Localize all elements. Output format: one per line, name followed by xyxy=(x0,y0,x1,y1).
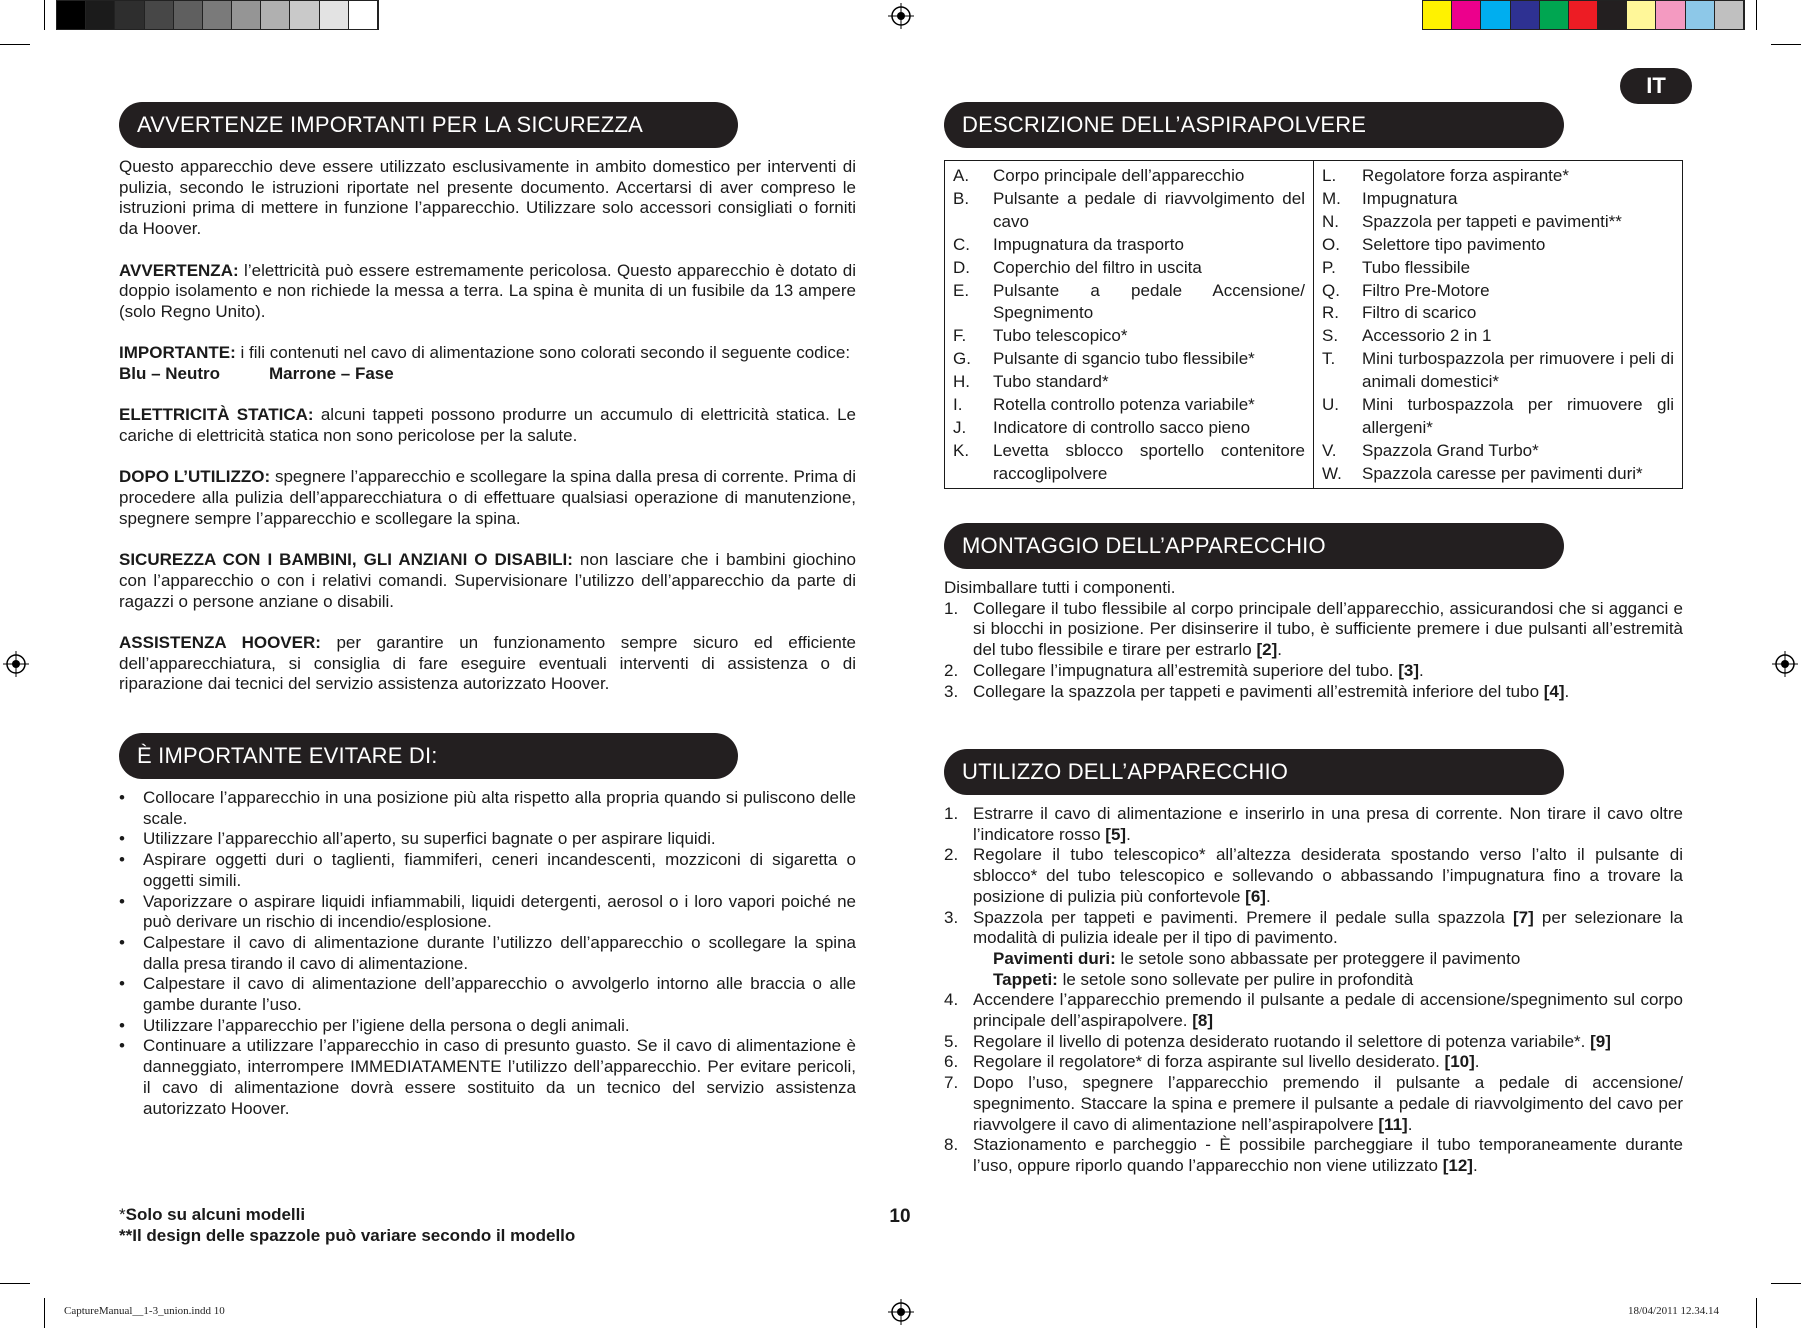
footnote-brush-design: **Il design delle spazzole può variare secondo il modello xyxy=(119,1225,576,1245)
step-end: . xyxy=(1277,640,1282,660)
step-text: Regolare il tubo telescopico* all’altezza desiderata spostando verso l’alto il pulsante di sblocco* del tubo telescopico e sollevando o abbassando l’impugnatura fino a trovare la posizione di pulizia più confortevole xyxy=(973,845,1683,906)
part-letter: F. xyxy=(953,326,967,346)
after-use-paragraph xyxy=(119,467,856,529)
step-text: Collegare l’impugnatura all’estremità superiore del tubo. xyxy=(973,660,1399,680)
footnotes xyxy=(119,1205,739,1246)
part-letter: M. xyxy=(1322,188,1341,208)
section-header-usage xyxy=(944,749,1564,795)
part-name: Pulsante a pedale di riavvolgimento del cavo xyxy=(993,188,1305,231)
step-text: Stazionamento e parcheggio - È possibile parcheggiare il tubo temporaneamente durante l’uso, oppure riporlo quando l’apparecchio non viene utilizzato xyxy=(973,1135,1683,1175)
crop-mark xyxy=(1756,0,1757,30)
figure-ref: [4] xyxy=(1543,681,1565,701)
language-badge: IT xyxy=(1620,68,1692,104)
part-name: Spazzola Grand Turbo* xyxy=(1362,440,1539,460)
step-end: . xyxy=(1419,660,1424,680)
step-text: Collegare la spazzola per tappeti e pavimenti all’estremità inferiore del tubo xyxy=(973,681,1544,701)
color-calibration-bar xyxy=(1422,0,1745,30)
crop-mark xyxy=(1756,1298,1757,1328)
step-end: . xyxy=(1265,886,1271,906)
color-swatch xyxy=(232,1,261,29)
figure-ref: [6] xyxy=(1245,886,1266,906)
step-item xyxy=(944,661,1683,682)
warning-text: l’elettricità può essere estremamente pericolosa. Questo apparecchio è dotato di doppio isolamento e non richiede la messa a terra. La spina è munita di un fusibile da 13 ampere (solo Regno Unito). xyxy=(119,260,856,321)
static-paragraph xyxy=(119,405,856,446)
list-item: • Collocare l’apparecchio in una posizione più alta rispetto alla propria quando si puliscono delle scale. xyxy=(119,788,856,829)
after-use-text: spegnere l’apparecchio e scollegare la spina dalla presa di corrente. Prima di procedere alla pulizia dell’apparecchiatura o di effettuare qualsiasi operazione di manutenzione, spegnere sempre l’apparecchio e scollegare la spina. xyxy=(119,467,856,528)
part-name: Accessorio 2 in 1 xyxy=(1362,326,1492,346)
registration-mark-icon xyxy=(1772,651,1798,677)
part-name: Pulsante a pedale Accensione/ Spegnimento xyxy=(993,280,1305,323)
part-item xyxy=(953,348,1305,371)
color-swatch xyxy=(320,1,349,29)
part-item xyxy=(953,394,1305,417)
step-item xyxy=(944,804,1683,845)
step-text: Collegare il tubo flessibile al corpo principale dell’apparecchio, assicurandosi che si agganci e si blocchi in posizione. Per disinserire il tubo, è sufficiente premere i due pulsanti all’estremità del tubo flessibile e tirare per estrarlo xyxy=(973,598,1683,660)
part-name: Filtro di scarico xyxy=(1362,303,1477,323)
section-title: UTILIZZO DELL’APPARECCHIO xyxy=(962,759,1289,784)
part-letter: P. xyxy=(1322,257,1336,277)
part-name: Mini turbospazzola per rimuovere gli allergeni* xyxy=(1362,395,1674,437)
part-item xyxy=(1322,302,1674,325)
parts-column-right xyxy=(1314,161,1683,489)
color-swatch xyxy=(1452,1,1481,29)
color-swatch xyxy=(174,1,203,29)
part-item xyxy=(1322,257,1674,280)
part-item xyxy=(1322,211,1674,234)
step-item xyxy=(944,908,1683,949)
part-name: Mini turbospazzola per rimuovere i peli di animali domestici* xyxy=(1362,349,1674,392)
part-name: Regolatore forza aspirante* xyxy=(1362,166,1569,185)
part-item xyxy=(953,165,1305,188)
figure-ref: [12] xyxy=(1442,1155,1473,1175)
children-paragraph xyxy=(119,550,856,612)
part-name: Spazzola per tappeti e pavimenti** xyxy=(1362,211,1622,231)
color-swatch xyxy=(1715,1,1744,29)
color-swatch xyxy=(290,1,319,29)
section-header-safety xyxy=(119,102,738,148)
step-number: 8. xyxy=(944,1135,959,1155)
safety-section xyxy=(119,157,856,695)
list-item: • Calpestare il cavo di alimentazione dell’apparecchio o avvolgerlo intorno alle braccia o alle gambe durante l’uso. xyxy=(119,974,856,1015)
warning-paragraph xyxy=(119,261,856,323)
section-title: MONTAGGIO DELL’APPARECCHIO xyxy=(962,533,1326,558)
color-swatch xyxy=(203,1,232,29)
part-letter: O. xyxy=(1322,234,1340,254)
wire-blue: Blu – Neutro xyxy=(119,364,221,383)
color-swatch xyxy=(1656,1,1685,29)
step-number: 4. xyxy=(944,990,959,1010)
part-name: Corpo principale dell’apparecchio xyxy=(993,166,1245,185)
part-letter: T. xyxy=(1322,349,1336,369)
assembly-section xyxy=(944,578,1683,702)
color-swatch xyxy=(86,1,115,29)
service-text: per garantire un funzionamento sempre sicuro ed efficiente dell’apparecchiatura, si consiglia di fare eseguire eventuali interventi di assistenza o di riparazione dai tecnici del servizio assistenza autorizzato Hoover. xyxy=(119,633,857,694)
step-number: 3. xyxy=(944,681,959,701)
part-item xyxy=(953,188,1305,234)
part-letter: C. xyxy=(953,234,970,254)
step-item xyxy=(944,1052,1683,1073)
color-swatch xyxy=(1511,1,1540,29)
part-name: Filtro Pre-Motore xyxy=(1362,280,1490,300)
part-item xyxy=(953,234,1305,257)
step-end: . xyxy=(1472,1155,1478,1175)
part-letter: V. xyxy=(1322,440,1337,460)
part-item xyxy=(1322,463,1674,486)
step-text: Accendere l’apparecchio premendo il pulsante a pedale di accensione/spegnimento sul corpo principale dell’aspirapolvere. xyxy=(973,990,1683,1031)
step-number: 2. xyxy=(944,660,959,680)
service-label: ASSISTENZA HOOVER: xyxy=(119,633,321,653)
carpet-note: Tappeti: le setole sono sollevate per pulire in profondità xyxy=(993,969,1414,989)
color-swatch xyxy=(115,1,144,29)
page-number: 10 xyxy=(889,1206,911,1227)
part-letter: H. xyxy=(953,372,970,392)
part-letter: K. xyxy=(953,440,970,460)
part-letter: Q. xyxy=(1322,280,1340,300)
color-swatch xyxy=(57,1,86,29)
part-item xyxy=(953,440,1305,486)
step-text: Dopo l’uso, spegnere l’apparecchio premendo il pulsante a pedale di accensione/ spegnimento. Staccare la spina e premere il pulsante a pedale di riavvolgimento del cavo per riavvolgere il cavo di alimentazione nell’aspirapolvere xyxy=(973,1073,1683,1134)
part-name: Tubo flessibile xyxy=(1362,257,1471,277)
color-swatch xyxy=(145,1,174,29)
step-item xyxy=(944,1032,1683,1053)
part-item xyxy=(1322,348,1674,394)
part-item xyxy=(1322,394,1674,440)
part-letter: U. xyxy=(1322,395,1339,415)
parts-table xyxy=(944,160,1683,489)
part-name: Indicatore di controllo sacco pieno xyxy=(993,417,1251,437)
part-item xyxy=(953,417,1305,440)
step-text: Regolare il livello di potenza desiderato ruotando il selettore di potenza variabile*. xyxy=(973,1031,1591,1051)
figure-ref: [11] xyxy=(1378,1114,1408,1134)
crop-mark xyxy=(44,1298,45,1328)
safety-intro: Questo apparecchio deve essere utilizzato esclusivamente in ambito domestico per interventi di pulizia, secondo le istruzioni riportate nel presente documento. Accertarsi di aver compreso le istruzioni prima di mettere in funzione l’apparecchio. Utilizzare solo accessori consigliati o forniti da Hoover. xyxy=(119,157,856,239)
part-name: Tubo telescopico* xyxy=(993,326,1128,346)
registration-mark-icon xyxy=(888,3,914,29)
step-text: Estrarre il cavo di alimentazione e inserirlo in una presa di corrente. Non tirare il cavo oltre l’indicatore rosso xyxy=(973,804,1683,844)
after-use-label: DOPO L’UTILIZZO: xyxy=(119,467,271,487)
step-number: 1. xyxy=(944,598,959,618)
section-header-avoid xyxy=(119,733,738,779)
registration-mark-icon xyxy=(3,651,29,677)
color-swatch xyxy=(1540,1,1569,29)
part-letter: S. xyxy=(1322,326,1339,346)
part-name: Selettore tipo pavimento xyxy=(1362,234,1546,254)
wire-codes xyxy=(119,364,856,385)
part-item xyxy=(1322,440,1674,463)
assembly-intro: Disimballare tutti i componenti. xyxy=(944,578,1176,597)
color-swatch xyxy=(349,1,378,29)
part-item xyxy=(1322,325,1674,348)
wire-brown: Marrone – Fase xyxy=(269,364,394,383)
service-paragraph xyxy=(119,633,856,695)
static-text: alcuni tappeti possono produrre un accumulo di elettricità statica. Le cariche di elettricità statica non sono pericolose per la salute. xyxy=(119,405,857,446)
part-letter: W. xyxy=(1322,463,1342,483)
date-slug: 18/04/2011 12.34.14 xyxy=(1628,1305,1719,1317)
part-name: Coperchio del filtro in uscita xyxy=(993,257,1202,277)
step-end: . xyxy=(1474,1052,1480,1072)
part-item xyxy=(1322,280,1674,303)
list-item: • Continuare a utilizzare l’apparecchio in caso di presunto guasto. Se il cavo di alimentazione è danneggiato, interrompere IMMEDIATAMENTE l’utilizzo dell’apparecchio. Per evitare pericoli, il cavo di alimentazione dovrà essere sostituito da un tecnico del servizio assistenza autorizzato Hoover. xyxy=(119,1036,856,1119)
static-label: ELETTRICITÀ STATICA: xyxy=(119,405,314,425)
list-item: • Calpestare il cavo di alimentazione durante l’utilizzo dell’apparecchio o scollegare la spina dalla presa tirando il cavo di alimentazione. xyxy=(119,933,856,974)
part-letter: A. xyxy=(953,166,970,185)
part-name: Rotella controllo potenza variabile* xyxy=(993,395,1255,415)
figure-ref: [10] xyxy=(1444,1052,1475,1072)
step-item xyxy=(944,682,1683,703)
part-item xyxy=(1322,188,1674,211)
step-item xyxy=(944,1135,1683,1176)
step-item xyxy=(944,599,1683,661)
list-item: • Aspirare oggetti duri o taglienti, fiammiferi, ceneri incandescenti, mozziconi di sigaretta o oggetti simili. xyxy=(119,850,856,891)
children-label: SICUREZZA CON I BAMBINI, GLI ANZIANI O DISABILI: xyxy=(119,550,573,570)
step-item xyxy=(944,845,1683,907)
step-end: per selezionare la modalità di pulizia ideale per il tipo di pavimento. xyxy=(973,907,1684,948)
section-header-description xyxy=(944,102,1564,148)
list-item: • Utilizzare l’apparecchio all’aperto, su superfici bagnate o per aspirare liquidi. xyxy=(119,829,856,850)
step-text: Spazzola per tappeti e pavimenti. Premere il pedale sulla spazzola xyxy=(973,907,1513,927)
section-title: È IMPORTANTE EVITARE DI: xyxy=(137,743,438,768)
floor-mode-notes xyxy=(944,949,1683,990)
step-number: 2. xyxy=(944,845,959,865)
gray-calibration-bar xyxy=(56,0,379,30)
part-letter: E. xyxy=(953,280,970,300)
part-name: Impugnatura da trasporto xyxy=(993,234,1184,254)
section-header-assembly xyxy=(944,523,1564,569)
figure-ref: [8] xyxy=(1192,1011,1214,1031)
assembly-steps xyxy=(944,599,1683,703)
list-item: • Utilizzare l’apparecchio per l’igiene della persona o degli animali. xyxy=(119,1016,856,1037)
usage-section xyxy=(944,804,1683,1177)
step-number: 5. xyxy=(944,1031,959,1051)
part-letter: J. xyxy=(953,417,967,437)
figure-ref: [9] xyxy=(1590,1031,1611,1051)
usage-steps xyxy=(944,804,1683,1177)
parts-column-left xyxy=(945,161,1314,489)
part-letter: N. xyxy=(1322,211,1339,231)
crop-mark xyxy=(0,1283,30,1284)
part-name: Tubo standard* xyxy=(993,372,1109,392)
section-title: DESCRIZIONE DELL’ASPIRAPOLVERE xyxy=(962,112,1367,137)
crop-mark xyxy=(0,44,30,45)
part-letter: G. xyxy=(953,349,971,369)
important-text: i fili contenuti nel cavo di alimentazione sono colorati secondo il seguente codice: xyxy=(235,343,851,363)
part-item xyxy=(953,371,1305,394)
crop-mark xyxy=(1771,1283,1801,1284)
part-name: Spazzola caresse per pavimenti duri* xyxy=(1362,463,1643,483)
avoid-section xyxy=(119,788,856,1119)
color-swatch xyxy=(261,1,290,29)
step-item xyxy=(944,990,1683,1031)
part-item xyxy=(953,257,1305,280)
part-item xyxy=(1322,165,1674,188)
avoid-list xyxy=(119,788,856,1119)
part-item xyxy=(1322,234,1674,257)
crop-mark xyxy=(1771,44,1801,45)
important-label: IMPORTANTE: xyxy=(119,343,236,363)
part-name: Impugnatura xyxy=(1362,188,1458,208)
children-text: non lasciare che i bambini giochino con l’apparecchio o con i relativi comandi. Supervisionare l’utilizzo dell’apparecchio da parte di ragazzi o persone anziane o disabili. xyxy=(119,550,856,611)
file-slug: CaptureManual__1-3_union.indd 10 xyxy=(64,1305,225,1317)
hard-floor-note: Pavimenti duri: le setole sono abbassate per proteggere il pavimento xyxy=(993,948,1521,968)
part-item xyxy=(953,280,1305,326)
step-item xyxy=(944,1073,1683,1135)
registration-mark-icon xyxy=(888,1299,914,1325)
step-number: 6. xyxy=(944,1052,959,1072)
part-name: Pulsante di sgancio tubo flessibile* xyxy=(993,349,1255,369)
step-end: . xyxy=(1564,681,1570,701)
color-swatch xyxy=(1598,1,1627,29)
step-number: 3. xyxy=(944,907,959,927)
color-swatch xyxy=(1423,1,1452,29)
figure-ref: [2] xyxy=(1256,640,1278,660)
part-letter: R. xyxy=(1322,303,1339,323)
warning-label: AVVERTENZA: xyxy=(119,260,239,280)
color-swatch xyxy=(1481,1,1510,29)
step-end: . xyxy=(1126,824,1131,844)
figure-ref: [5] xyxy=(1105,824,1127,844)
step-number: 1. xyxy=(944,804,959,823)
step-end: . xyxy=(1407,1114,1413,1134)
list-item: • Vaporizzare o aspirare liquidi infiammabili, liquidi detergenti, aerosol o i loro vapori poiché ne può derivare un rischio di incendio/esplosione. xyxy=(119,892,856,933)
part-letter: L. xyxy=(1322,166,1337,185)
crop-mark xyxy=(44,0,45,30)
section-title: AVVERTENZE IMPORTANTI PER LA SICUREZZA xyxy=(137,112,643,137)
color-swatch xyxy=(1569,1,1598,29)
color-swatch xyxy=(1627,1,1656,29)
color-swatch xyxy=(1686,1,1715,29)
part-letter: B. xyxy=(953,188,970,208)
figure-ref: [7] xyxy=(1512,907,1534,927)
step-text: Regolare il regolatore* di forza aspirante sul livello desiderato. xyxy=(973,1052,1445,1072)
part-letter: I. xyxy=(953,395,963,415)
figure-ref: [3] xyxy=(1398,660,1420,680)
footnote-models: *Solo su alcuni modelli xyxy=(119,1205,306,1224)
part-item xyxy=(953,325,1305,348)
part-letter: D. xyxy=(953,257,970,277)
part-name: Levetta sblocco sportello contenitore raccoglipolvere xyxy=(993,440,1305,483)
step-number: 7. xyxy=(944,1073,959,1093)
important-paragraph xyxy=(119,343,856,364)
